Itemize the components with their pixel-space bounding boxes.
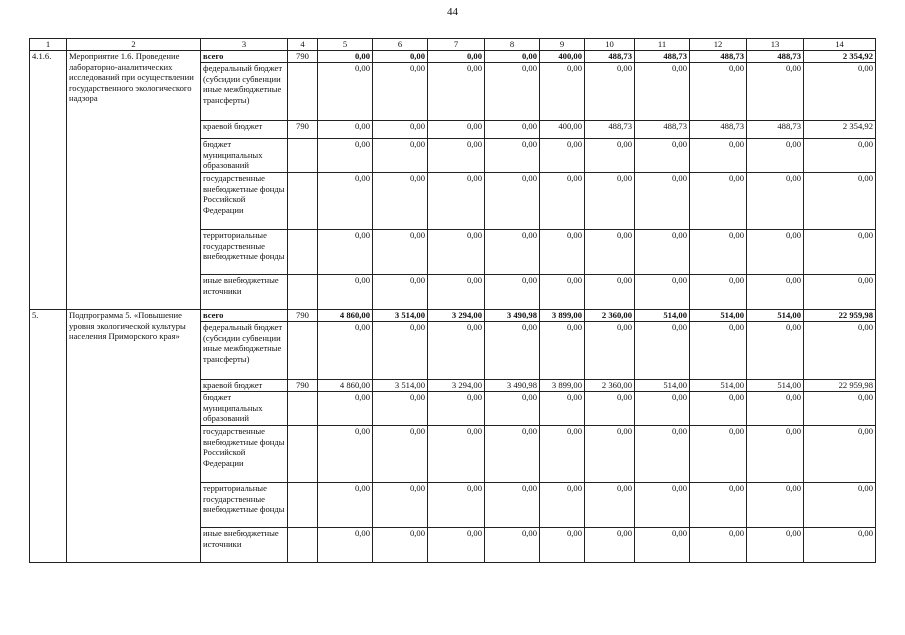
amount-cell: 0,00 xyxy=(804,139,876,173)
budget-code xyxy=(288,426,318,483)
amount-cell: 0,00 xyxy=(585,173,635,230)
amount-cell: 0,00 xyxy=(690,392,747,426)
funding-source: иные внебюджетные источники xyxy=(201,528,288,563)
amount-cell: 0,00 xyxy=(585,63,635,121)
budget-code: 790 xyxy=(288,380,318,392)
amount-cell: 0,00 xyxy=(485,322,540,380)
amount-cell: 0,00 xyxy=(540,139,585,173)
amount-cell: 0,00 xyxy=(690,426,747,483)
page-number: 44 xyxy=(447,6,458,18)
budget-code xyxy=(288,230,318,275)
activity-name: Подпрограмма 5. «Повышение уровня экологической культуры населения Приморского края» xyxy=(67,310,201,563)
activity-name: Мероприятие 1.6. Проведение лабораторно-аналитических исследований при осуществлении государственного экологического надзора xyxy=(67,51,201,310)
funding-source: территориальные государственные внебюджетные фонды xyxy=(201,230,288,275)
amount-cell: 0,00 xyxy=(585,139,635,173)
amount-cell: 0,00 xyxy=(428,63,485,121)
amount-cell: 0,00 xyxy=(318,139,373,173)
amount-cell: 0,00 xyxy=(485,173,540,230)
amount-cell: 0,00 xyxy=(318,51,373,63)
budget-code: 790 xyxy=(288,310,318,322)
amount-cell: 22 959,98 xyxy=(804,310,876,322)
funding-source: федеральный бюджет (субсидии субвенции иные межбюджетные трансферты) xyxy=(201,322,288,380)
amount-cell: 2 360,00 xyxy=(585,380,635,392)
budget-code: 790 xyxy=(288,121,318,139)
amount-cell: 0,00 xyxy=(585,528,635,563)
amount-cell: 0,00 xyxy=(318,173,373,230)
amount-cell: 0,00 xyxy=(747,230,804,275)
column-number: 13 xyxy=(747,39,804,51)
amount-cell: 0,00 xyxy=(804,322,876,380)
amount-cell: 0,00 xyxy=(635,63,690,121)
amount-cell: 0,00 xyxy=(747,139,804,173)
amount-cell: 2 360,00 xyxy=(585,310,635,322)
amount-cell: 0,00 xyxy=(428,51,485,63)
row-index: 5. xyxy=(30,310,67,563)
amount-cell: 0,00 xyxy=(540,230,585,275)
amount-cell: 0,00 xyxy=(373,51,428,63)
amount-cell: 0,00 xyxy=(635,139,690,173)
funding-source: краевой бюджет xyxy=(201,380,288,392)
amount-cell: 2 354,92 xyxy=(804,121,876,139)
amount-cell: 0,00 xyxy=(690,322,747,380)
amount-cell: 0,00 xyxy=(540,528,585,563)
amount-cell: 488,73 xyxy=(747,121,804,139)
amount-cell: 488,73 xyxy=(585,51,635,63)
amount-cell: 0,00 xyxy=(635,426,690,483)
amount-cell: 0,00 xyxy=(428,121,485,139)
amount-cell: 0,00 xyxy=(747,426,804,483)
amount-cell: 22 959,98 xyxy=(804,380,876,392)
amount-cell: 0,00 xyxy=(635,528,690,563)
amount-cell: 0,00 xyxy=(428,230,485,275)
amount-cell: 3 490,98 xyxy=(485,310,540,322)
amount-cell: 0,00 xyxy=(635,173,690,230)
amount-cell: 0,00 xyxy=(318,63,373,121)
amount-cell: 0,00 xyxy=(318,528,373,563)
column-number: 12 xyxy=(690,39,747,51)
funding-source: бюджет муниципальных образований xyxy=(201,392,288,426)
amount-cell: 0,00 xyxy=(804,528,876,563)
column-number: 9 xyxy=(540,39,585,51)
amount-cell: 0,00 xyxy=(540,173,585,230)
amount-cell: 0,00 xyxy=(428,483,485,528)
amount-cell: 488,73 xyxy=(585,121,635,139)
amount-cell: 488,73 xyxy=(635,51,690,63)
amount-cell: 0,00 xyxy=(428,139,485,173)
amount-cell: 0,00 xyxy=(585,426,635,483)
amount-cell: 0,00 xyxy=(373,483,428,528)
amount-cell: 488,73 xyxy=(635,121,690,139)
amount-cell: 0,00 xyxy=(428,173,485,230)
amount-cell: 0,00 xyxy=(318,392,373,426)
amount-cell: 0,00 xyxy=(373,121,428,139)
amount-cell: 0,00 xyxy=(373,426,428,483)
budget-code xyxy=(288,275,318,310)
amount-cell: 0,00 xyxy=(804,173,876,230)
amount-cell: 0,00 xyxy=(373,528,428,563)
amount-cell: 0,00 xyxy=(690,275,747,310)
amount-cell: 0,00 xyxy=(318,322,373,380)
amount-cell: 0,00 xyxy=(635,392,690,426)
amount-cell: 0,00 xyxy=(428,426,485,483)
amount-cell: 0,00 xyxy=(373,275,428,310)
column-number: 3 xyxy=(201,39,288,51)
table-row xyxy=(30,51,876,63)
amount-cell: 0,00 xyxy=(373,230,428,275)
amount-cell: 400,00 xyxy=(540,121,585,139)
funding-source: федеральный бюджет (субсидии субвенции иные межбюджетные трансферты) xyxy=(201,63,288,121)
amount-cell: 0,00 xyxy=(690,63,747,121)
amount-cell: 0,00 xyxy=(318,483,373,528)
amount-cell: 0,00 xyxy=(540,63,585,121)
amount-cell: 0,00 xyxy=(318,426,373,483)
column-number: 11 xyxy=(635,39,690,51)
budget-code xyxy=(288,483,318,528)
amount-cell: 514,00 xyxy=(747,380,804,392)
budget-code xyxy=(288,173,318,230)
budget-table xyxy=(29,38,876,563)
amount-cell: 0,00 xyxy=(585,392,635,426)
amount-cell: 3 514,00 xyxy=(373,380,428,392)
amount-cell: 3 490,98 xyxy=(485,380,540,392)
amount-cell: 0,00 xyxy=(585,483,635,528)
amount-cell: 0,00 xyxy=(485,63,540,121)
amount-cell: 514,00 xyxy=(690,310,747,322)
funding-source: краевой бюджет xyxy=(201,121,288,139)
amount-cell: 0,00 xyxy=(690,528,747,563)
column-number: 10 xyxy=(585,39,635,51)
amount-cell: 4 860,00 xyxy=(318,310,373,322)
amount-cell: 0,00 xyxy=(485,139,540,173)
amount-cell: 0,00 xyxy=(804,483,876,528)
amount-cell: 0,00 xyxy=(485,275,540,310)
amount-cell: 0,00 xyxy=(540,275,585,310)
amount-cell: 488,73 xyxy=(747,51,804,63)
budget-code xyxy=(288,139,318,173)
funding-source: всего xyxy=(201,51,288,63)
amount-cell: 0,00 xyxy=(747,528,804,563)
amount-cell: 0,00 xyxy=(585,275,635,310)
amount-cell: 0,00 xyxy=(540,483,585,528)
amount-cell: 0,00 xyxy=(804,63,876,121)
amount-cell: 0,00 xyxy=(804,275,876,310)
amount-cell: 0,00 xyxy=(318,230,373,275)
funding-source: государственные внебюджетные фонды Российской Федерации xyxy=(201,426,288,483)
amount-cell: 0,00 xyxy=(373,173,428,230)
amount-cell: 0,00 xyxy=(585,322,635,380)
budget-code xyxy=(288,322,318,380)
column-number: 2 xyxy=(67,39,201,51)
budget-code xyxy=(288,63,318,121)
amount-cell: 0,00 xyxy=(373,392,428,426)
funding-source: иные внебюджетные источники xyxy=(201,275,288,310)
amount-cell: 0,00 xyxy=(635,322,690,380)
column-number-row xyxy=(30,39,876,51)
amount-cell: 0,00 xyxy=(635,483,690,528)
amount-cell: 0,00 xyxy=(540,392,585,426)
amount-cell: 3 294,00 xyxy=(428,310,485,322)
amount-cell: 4 860,00 xyxy=(318,380,373,392)
amount-cell: 3 899,00 xyxy=(540,380,585,392)
amount-cell: 0,00 xyxy=(585,230,635,275)
column-number: 14 xyxy=(804,39,876,51)
column-number: 1 xyxy=(30,39,67,51)
amount-cell: 0,00 xyxy=(747,173,804,230)
amount-cell: 514,00 xyxy=(635,310,690,322)
amount-cell: 0,00 xyxy=(747,63,804,121)
amount-cell: 3 294,00 xyxy=(428,380,485,392)
column-number: 4 xyxy=(288,39,318,51)
amount-cell: 0,00 xyxy=(485,426,540,483)
amount-cell: 0,00 xyxy=(690,139,747,173)
amount-cell: 2 354,92 xyxy=(804,51,876,63)
funding-source: бюджет муниципальных образований xyxy=(201,139,288,173)
amount-cell: 0,00 xyxy=(485,528,540,563)
amount-cell: 0,00 xyxy=(690,483,747,528)
amount-cell: 0,00 xyxy=(318,121,373,139)
amount-cell: 488,73 xyxy=(690,51,747,63)
amount-cell: 3 899,00 xyxy=(540,310,585,322)
amount-cell: 0,00 xyxy=(540,426,585,483)
amount-cell: 0,00 xyxy=(318,275,373,310)
budget-code xyxy=(288,392,318,426)
table-row xyxy=(30,310,876,322)
amount-cell: 0,00 xyxy=(635,230,690,275)
row-index: 4.1.6. xyxy=(30,51,67,310)
amount-cell: 0,00 xyxy=(373,63,428,121)
amount-cell: 0,00 xyxy=(804,426,876,483)
amount-cell: 0,00 xyxy=(747,483,804,528)
amount-cell: 0,00 xyxy=(540,322,585,380)
amount-cell: 0,00 xyxy=(428,275,485,310)
amount-cell: 0,00 xyxy=(485,51,540,63)
column-number: 5 xyxy=(318,39,373,51)
budget-table-body xyxy=(30,39,876,563)
amount-cell: 0,00 xyxy=(804,392,876,426)
amount-cell: 514,00 xyxy=(690,380,747,392)
amount-cell: 0,00 xyxy=(690,173,747,230)
budget-code xyxy=(288,528,318,563)
amount-cell: 0,00 xyxy=(485,392,540,426)
amount-cell: 400,00 xyxy=(540,51,585,63)
amount-cell: 0,00 xyxy=(690,230,747,275)
amount-cell: 0,00 xyxy=(373,322,428,380)
amount-cell: 0,00 xyxy=(485,483,540,528)
amount-cell: 0,00 xyxy=(747,322,804,380)
amount-cell: 0,00 xyxy=(428,392,485,426)
funding-source: территориальные государственные внебюджетные фонды xyxy=(201,483,288,528)
amount-cell: 0,00 xyxy=(804,230,876,275)
column-number: 7 xyxy=(428,39,485,51)
amount-cell: 514,00 xyxy=(635,380,690,392)
funding-source: всего xyxy=(201,310,288,322)
amount-cell: 0,00 xyxy=(485,230,540,275)
column-number: 8 xyxy=(485,39,540,51)
amount-cell: 514,00 xyxy=(747,310,804,322)
amount-cell: 0,00 xyxy=(485,121,540,139)
amount-cell: 488,73 xyxy=(690,121,747,139)
amount-cell: 3 514,00 xyxy=(373,310,428,322)
budget-code: 790 xyxy=(288,51,318,63)
amount-cell: 0,00 xyxy=(747,275,804,310)
amount-cell: 0,00 xyxy=(373,139,428,173)
amount-cell: 0,00 xyxy=(747,392,804,426)
amount-cell: 0,00 xyxy=(428,528,485,563)
amount-cell: 0,00 xyxy=(428,322,485,380)
column-number: 6 xyxy=(373,39,428,51)
funding-source: государственные внебюджетные фонды Российской Федерации xyxy=(201,173,288,230)
amount-cell: 0,00 xyxy=(635,275,690,310)
